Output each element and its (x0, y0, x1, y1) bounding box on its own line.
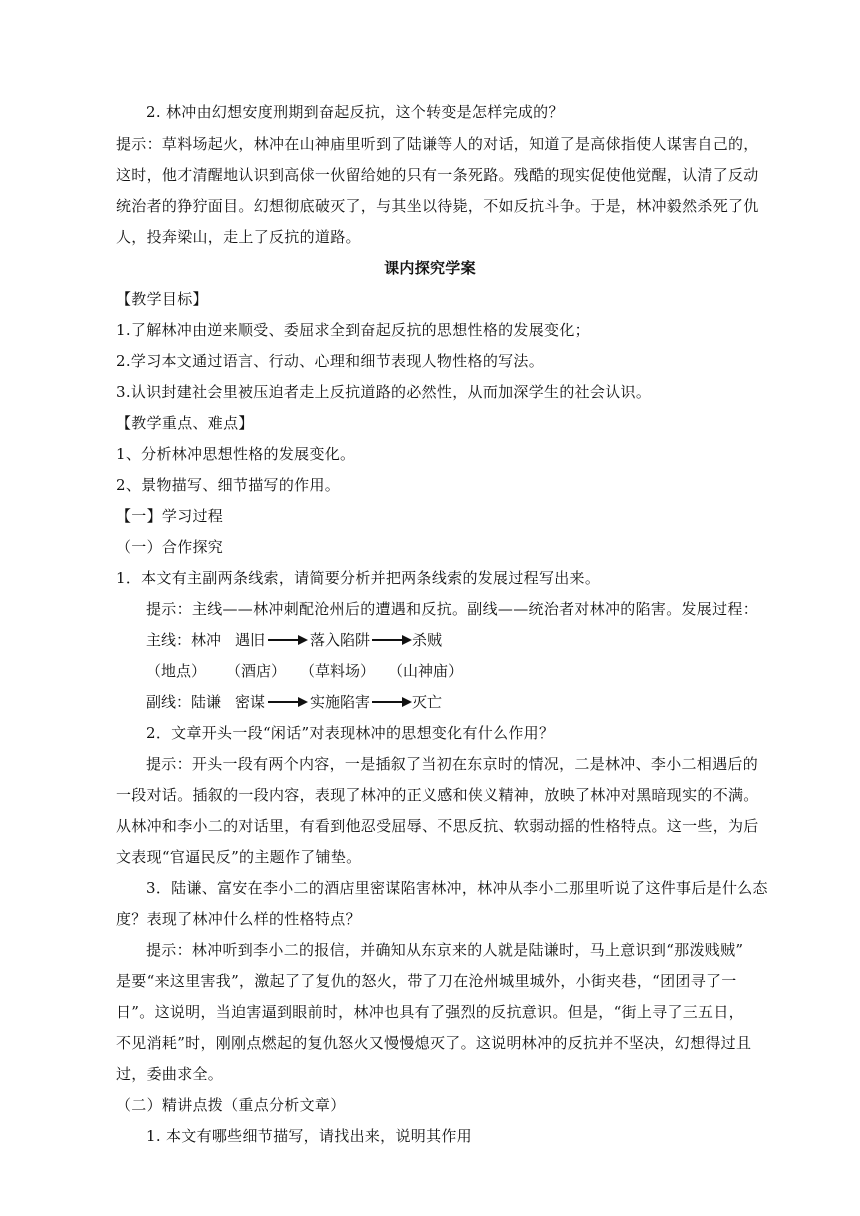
last-question: 1. 本文有哪些细节描写，请找出来，说明其作用 (146, 1127, 472, 1145)
question-q3: 度？表现了林冲什么样的性格特点？ (116, 910, 361, 928)
answer-line: 是要“来这里害我”，激起了了复仇的怒火，带了刀在沧州城里城外，小街夹巷，“团团寻了一 (116, 972, 737, 990)
arrow-icon (268, 692, 308, 712)
hint-line: 这时，他才清醒地认识到高俅一伙留给她的只有一条死路。残酷的现实促使他觉醒，认清了反动 (116, 166, 759, 184)
main-line-step: 杀贼 (412, 631, 443, 649)
key-point-item: 1、分析林冲思想性格的发展变化。 (116, 445, 356, 463)
hint-line: 统治者的狰狞面目。幻想彻底破灭了，与其坐以待毙，不如反抗斗争。于是，林冲毅然杀死了仇 (116, 197, 759, 215)
section-title: 课内探究学案 (384, 259, 476, 277)
sub-line-step: 实施陷害 (310, 693, 371, 711)
main-line-label: 主线：林冲 (146, 631, 222, 649)
key-point-item: 2、景物描写、细节描写的作用。 (116, 476, 341, 494)
sub-line-step: 密谋 (235, 693, 266, 711)
arrow-icon (372, 692, 412, 712)
goal-item: 1.了解林冲由逆来顺受、委屈求全到奋起反抗的思想性格的发展变化； (116, 321, 590, 339)
sub-line-step: 灭亡 (412, 693, 443, 711)
answer-line: 文表现“官逼民反”的主题作了铺垫。 (116, 848, 362, 866)
answer-line: 一段对话。插叙的一段内容，表现了林冲的正义感和侠义精神，放映了林冲对黑暗现实的不满。 (116, 786, 759, 804)
hint-line: 人，投奔梁山，走上了反抗的道路。 (116, 228, 361, 246)
place-label: （草料场） (300, 662, 376, 680)
hint-line: 提示：草料场起火，林冲在山神庙里听到了陆谦等人的对话，知道了是高俅指使人谋害自己的， (116, 135, 759, 153)
main-line-step: 遇旧 (235, 631, 266, 649)
goal-item: 3.认识封建社会里被压迫者走上反抗道路的必然性，从而加深学生的社会认识。 (116, 383, 652, 401)
main-line-step: 落入陷阱 (310, 631, 371, 649)
answer-line: 不见消耗”时，刚刚点燃起的复仇怒火又慢慢熄灭了。这说明林冲的反抗并不坚决，幻想得过且 (116, 1034, 752, 1052)
arrow-icon (268, 630, 308, 650)
question-q1: 1．本文有主副两条线索，请简要分析并把两条线索的发展过程写出来。 (116, 569, 601, 587)
sub-line-label: 副线：陆谦 (146, 693, 222, 711)
key-points-heading: 【教学重点、难点】 (116, 414, 254, 432)
answer-line: 从林冲和李小二的对话里，有看到他忍受屈辱、不思反抗、软弱动摇的性格特点。这一些，为后 (116, 817, 759, 835)
part1-heading: （一）合作探究 (116, 538, 224, 556)
question-q2-top: 2. 林冲由幻想安度刑期到奋起反抗，这个转变是怎样完成的？ (146, 103, 564, 121)
place-label: （酒店） (226, 662, 287, 680)
part2-heading: （二）精讲点拨（重点分析文章） (116, 1096, 346, 1114)
answer-line: 提示：林冲听到李小二的报信，并确知从东京来的人就是陆谦时，马上意识到“那泼贱贼” (146, 941, 744, 959)
answer-line: 提示：开头一段有两个内容，一是插叙了当初在东京时的情况，二是林冲、李小二相遇后的 (146, 755, 759, 773)
arrow-icon (372, 630, 412, 650)
goal-item: 2.学习本文通过语言、行动、心理和细节表现人物性格的写法。 (116, 352, 545, 370)
place-label: （山神庙） (388, 662, 464, 680)
process-heading: 【一】学习过程 (116, 507, 224, 525)
question-q3: 3．陆谦、富安在李小二的酒店里密谋陷害林冲，林冲从李小二那里听说了这件事后是什么态 (146, 879, 768, 897)
question-q2: 2．文章开头一段“闲话”对表现林冲的思想变化有什么作用？ (146, 724, 555, 742)
goals-heading: 【教学目标】 (116, 290, 208, 308)
answer-line: 过，委曲求全。 (116, 1065, 224, 1083)
place-label: （地点） (146, 662, 207, 680)
q1-hint: 提示：主线——林冲刺配沧州后的遭遇和反抗。副线——统治者对林冲的陷害。发展过程： (146, 600, 759, 618)
answer-line: 日”。这说明，当迫害逼到眼前时，林冲也具有了强烈的反抗意识。但是，“街上寻了三五日， (116, 1003, 744, 1021)
